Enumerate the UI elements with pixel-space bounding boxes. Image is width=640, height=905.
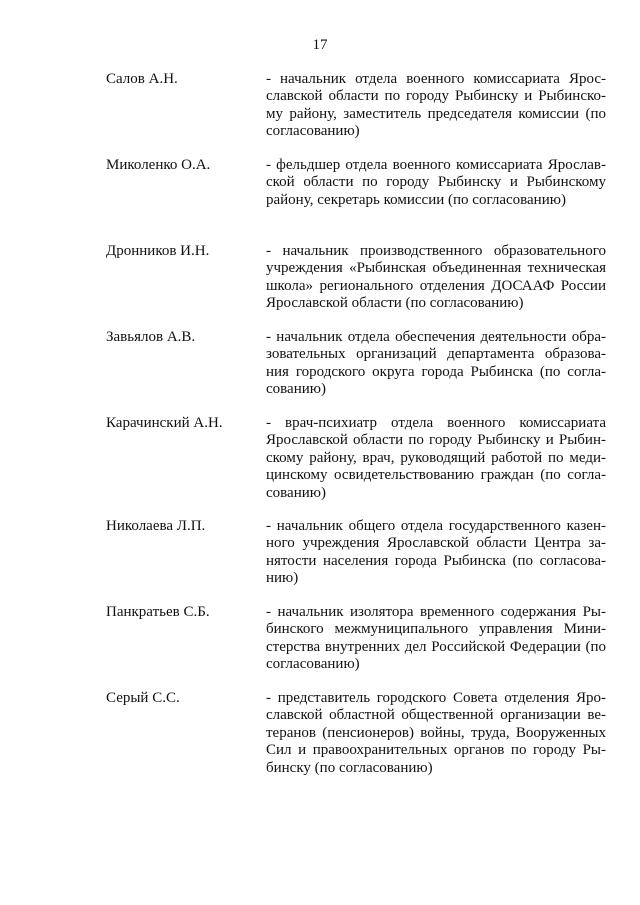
position-line: - начальник производственного образовательного [266, 243, 606, 259]
position-line: - начальник общего отдела государственного казен- [266, 518, 606, 534]
position-line: стерства внутренних дел Российской Федерации (по [266, 638, 606, 655]
position-line: бинску (по согласованию) [266, 759, 433, 776]
position-line: Сил и правоохранительных органов по городу Ры- [266, 742, 606, 759]
position-line: - начальник отдела обеспечения деятельности обра- [266, 329, 606, 345]
member-entry [0, 415, 640, 518]
commission-members-list [0, 71, 640, 793]
member-entry [0, 71, 640, 157]
member-position [266, 415, 606, 502]
position-line: славской областной общественной организации ве- [266, 707, 606, 724]
position-line: учреждения «Рыбинская объединенная техническая [266, 260, 606, 277]
position-line: ния городского округа города Рыбинска (по согла- [266, 363, 606, 380]
position-line: - представитель городского Совета отделения Яро- [266, 690, 606, 706]
position-line: цинскому освидетельствованию граждан (по согла- [266, 467, 606, 484]
position-line: Ярославской области по городу Рыбинску и Рыбин- [266, 432, 606, 449]
page-number: 17 [312, 37, 328, 53]
member-position [266, 157, 606, 209]
position-line: нятости населения города Рыбинска (по согласова- [266, 552, 606, 569]
member-position [266, 71, 606, 141]
position-line: му району, заместитель председателя комиссии (по [266, 105, 606, 122]
member-entry [0, 243, 640, 329]
position-line: - начальник изолятора временного содержания Ры- [266, 604, 606, 620]
position-line: бинского межмуниципального управления Мини- [266, 621, 606, 638]
member-name: Николаева Л.П. [106, 518, 206, 534]
position-line: скому району, врач, руководящий работой по меди- [266, 449, 606, 466]
position-line: славской области по городу Рыбинску и Рыбинско- [266, 88, 606, 105]
member-entry [0, 518, 640, 604]
member-entry [0, 157, 640, 243]
member-position [266, 604, 606, 674]
position-line: - начальник отдела военного комиссариата Ярос- [266, 71, 606, 87]
member-entry [0, 329, 640, 415]
position-line: - врач-психиатр отдела военного комиссариата [266, 415, 606, 431]
position-line: сованию) [266, 484, 326, 501]
position-line: зовательных организаций департамента образова- [266, 346, 606, 363]
position-line: школа» регионального отделения ДОСААФ России [266, 277, 606, 294]
member-name: Салов А.Н. [106, 71, 178, 87]
member-position [266, 243, 606, 313]
member-name: Панкратьев С.Б. [106, 604, 210, 620]
position-line: сованию) [266, 381, 326, 398]
member-position [266, 518, 606, 588]
member-entry [0, 604, 640, 690]
member-position [266, 329, 606, 399]
position-line: нию) [266, 570, 299, 587]
member-name: Завьялов А.В. [106, 329, 196, 345]
position-line: согласованию) [266, 656, 360, 673]
position-line: Ярославской области (по согласованию) [266, 295, 524, 312]
member-position [266, 690, 606, 777]
position-line: теранов (пенсионеров) войны, труда, Вооруженных [266, 724, 606, 741]
member-name: Серый С.С. [106, 690, 180, 706]
member-name: Миколенко О.А. [106, 157, 211, 173]
position-line: району, секретарь комиссии (по согласованию) [266, 191, 566, 208]
position-line: ного учреждения Ярославской области Центра за- [266, 535, 606, 552]
position-line: ской области по городу Рыбинску и Рыбинскому [266, 174, 606, 191]
position-line: согласованию) [266, 123, 360, 140]
member-name: Дронников И.Н. [106, 243, 210, 259]
position-line: - фельдшер отдела военного комиссариата Ярослав- [266, 157, 606, 173]
member-name: Карачинский А.Н. [106, 415, 223, 431]
member-entry [0, 690, 640, 793]
